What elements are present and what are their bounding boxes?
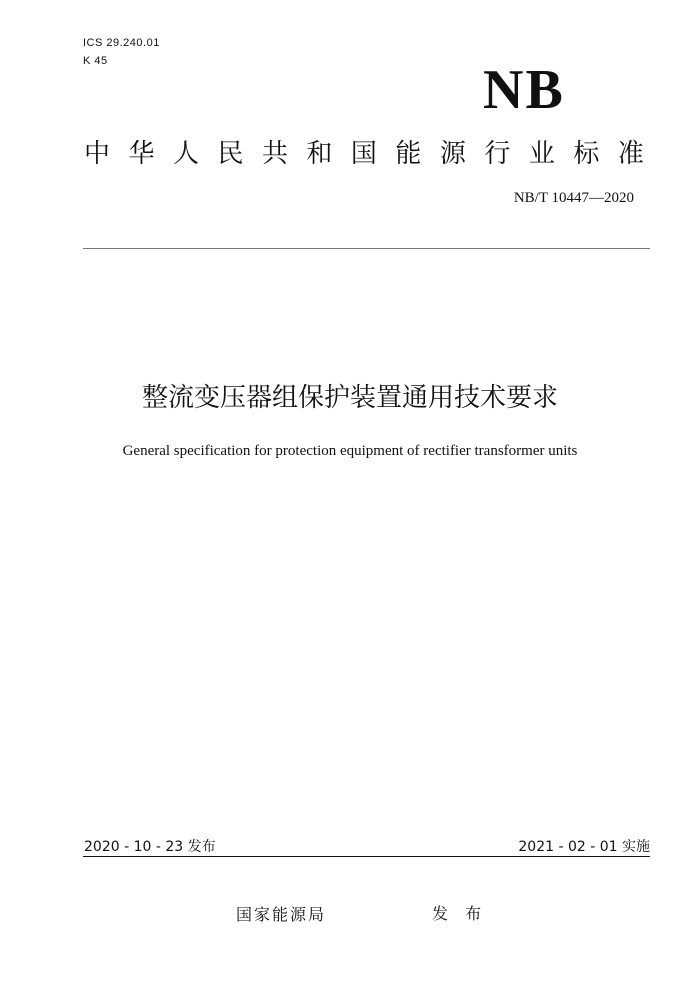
org-char: 国 [350,139,377,169]
classification-code: K 45 [83,55,108,67]
org-char: 中 [84,139,111,169]
publish-label: 发 布 [432,904,488,923]
document-title-english: General specification for protection equipment of rectifier transformer units [122,443,578,459]
footer-divider [83,856,650,857]
issue-date: 2020 - 10 - 23 发布 [84,839,216,855]
org-char: 民 [217,139,244,169]
org-char: 准 [617,139,644,169]
header-divider [83,248,650,249]
org-char: 标 [573,139,600,169]
issuing-authority: 国家能源局 [236,905,327,924]
document-title-chinese: 整流变压器组保护装置通用技术要求 [141,383,558,413]
org-char: 共 [261,139,288,169]
standard-number: NB/T 10447—2020 [513,190,634,206]
org-char: 业 [528,139,555,169]
ics-code: ICS 29.240.01 [83,37,160,49]
implementation-date: 2021 - 02 - 01 实施 [518,839,650,855]
org-char: 行 [484,139,511,169]
org-char: 和 [306,139,333,169]
org-char: 能 [395,139,422,169]
org-char: 华 [128,139,155,169]
organization-title [84,137,644,171]
org-char: 源 [439,139,466,169]
org-char: 人 [172,139,199,169]
nb-logo: NB [483,59,565,121]
